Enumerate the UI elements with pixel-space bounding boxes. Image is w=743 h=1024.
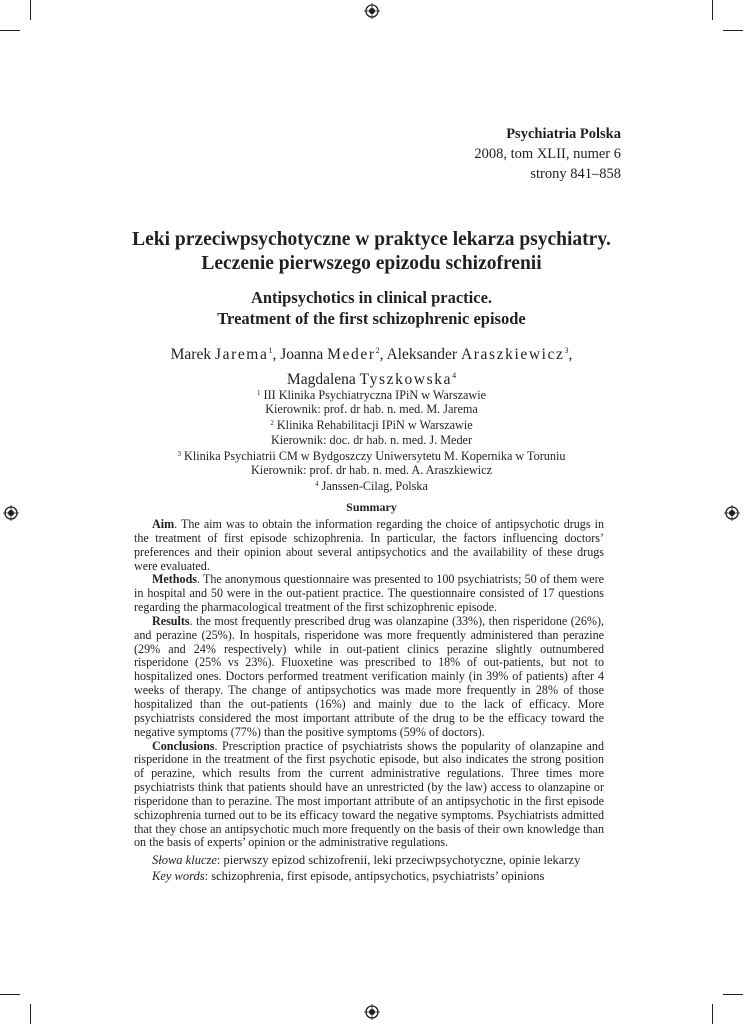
journal-name: Psychiatria Polska	[506, 126, 621, 142]
summary-conclusions: Conclusions. Prescription practice of psychiatrists shows the popularity of olanzapine and risperidone in the treatment of the first psychotic episode, but also indicates the strong position of perazine, which results from the current administrative regulations. Three times more psychiatrists think that patients should have an unrestricted (by the law) access to olanzapine or risperidone than to perazine. The most important attribute of an antipsychotic in the first episode schizophrenia turned out to be its efficacy toward the negative symptoms. Psychiatrists admitted that they chose an antipsychotic much more frequently on the basis of their own knowledge than on the basis of experts’ opinion or the administrative regulations.	[134, 738, 604, 850]
registration-mark-icon	[364, 3, 380, 19]
keywords-polish: Słowa klucze: pierwszy epizod schizofrenii, leki przeciwpsychotyczne, opinie lekarzy	[152, 853, 581, 867]
title-polish-line2: Leczenie pierwszego epizodu schizofrenii	[201, 253, 542, 274]
crop-mark-bl-h	[0, 994, 20, 995]
crop-mark-tl-h	[0, 30, 20, 31]
crop-mark-br-h	[723, 994, 743, 995]
keywords-english: Key words: schizophrenia, first episode, antipsychotics, psychiatrists’ opinions	[152, 869, 545, 883]
affiliation-list	[0, 386, 743, 493]
author: Marek Jarema$^1$,	[170, 346, 277, 363]
summary-aim: Aim. The aim was to obtain the information regarding the choice of antipsychotic drugs in the treatment of first episode schizophrenia. In particular, the factors influencing doctors’ preferences and their opinion about several antipsychotics and the availability of these drugs were evaluated.	[134, 517, 604, 573]
summary-heading: Summary	[346, 500, 397, 514]
affiliation-line: $^2$ Klinika Rehabilitacji IPiN w Warszawie	[270, 418, 473, 433]
affiliation-line: $^4$ Janssen-Cilag, Polska	[315, 479, 428, 494]
summary-methods: Methods. The anonymous questionnaire was presented to 100 psychiatrists; 50 of them were in hospital and 50 were in the out-patient practice. The questionnaire consisted of 17 questions regarding the pharmacological treatment of the first schizophrenic episode.	[134, 572, 604, 615]
registration-mark-icon	[364, 1004, 380, 1020]
title-english	[0, 287, 743, 329]
journal-volume: 2008, tom XLII, numer 6	[474, 146, 621, 162]
journal-pages: strony 841–858	[530, 166, 621, 182]
crop-mark-tr-h	[723, 30, 743, 31]
affiliation-line: $^1$ III Klinika Psychiatryczna IPiN w Warszawie	[256, 388, 487, 402]
author-list	[0, 340, 743, 390]
author-line1	[0, 340, 743, 365]
crop-mark-bl-v	[30, 1004, 31, 1024]
affiliation-line: Kierownik: prof. dr hab. n. med. A. Araszkiewicz	[251, 463, 492, 478]
author: Joanna Meder$^2$,	[280, 346, 384, 363]
author: Aleksander Araszkiewicz$^3$,	[386, 346, 573, 363]
summary-body	[134, 518, 604, 850]
author: Magdalena Tyszkowska$^4$	[286, 371, 457, 388]
crop-mark-br-v	[712, 1004, 713, 1024]
crop-mark-tr-v	[712, 0, 713, 20]
affiliation-line: Kierownik: doc. dr hab. n. med. J. Meder	[270, 432, 473, 447]
title-polish-line1: Leki przeciwpsychotyczne w praktyce lekarza psychiatry.	[132, 229, 611, 250]
title-english-line2: Treatment of the first schizophrenic episode	[217, 309, 526, 328]
title-polish	[0, 228, 743, 276]
journal-header	[474, 124, 621, 184]
affiliation-line: $^3$ Klinika Psychiatrii CM w Bydgoszczy Uniwersytetu M. Kopernika w Toruniu	[177, 448, 566, 463]
summary-results: Results. the most frequently prescribed drug was olanzapine (33%), then risperidone (26%), and perazine (25%). In hospitals, risperidone was more frequently administered than perazine (29% and 24% respectively) while in out-patient clinics perazine slightly outnumbered risperidone (25% vs 23%). Fluoxetine was prescribed to 18% of out-patients, but not to hospitalized ones. Doctors performed treatment verification mainly (in 39% of patients) after 4 weeks of therapy. The change of antipsychotics was made more frequently in 28% of those hospitalized than the out-patients (16%) and mainly due to the lack of efficacy. More psychiatrists considered the most important attribute of the drug to be the efficacy toward the negative symptoms (77%) than the positive symptoms (59% of doctors).	[134, 613, 604, 739]
affiliation-line: Kierownik: prof. dr hab. n. med. M. Jarema	[265, 402, 478, 417]
keywords-block	[152, 852, 612, 884]
title-english-line1: Antipsychotics in clinical practice.	[250, 288, 493, 307]
crop-mark-tl-v	[30, 0, 31, 20]
